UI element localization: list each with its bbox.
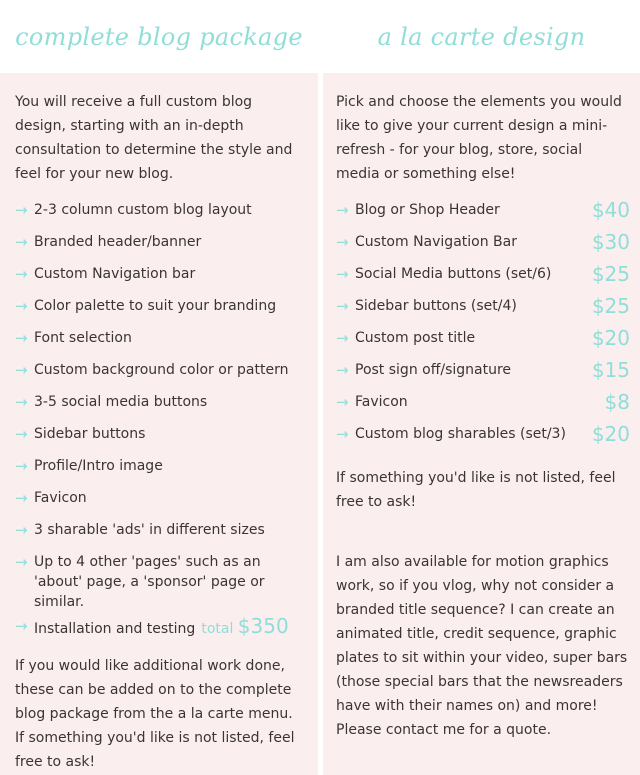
a-la-carte-header — [323, 0, 640, 73]
list-item-label — [34, 616, 306, 640]
price-item-label: Post sign off/signature — [355, 362, 512, 378]
price-item-price: $20 — [591, 326, 630, 350]
list-item-label: Custom Navigation bar — [34, 266, 196, 282]
price-item — [336, 424, 630, 456]
list-item — [15, 488, 306, 520]
arrow-right-icon: → — [336, 329, 349, 347]
list-item-label: Sidebar buttons — [34, 426, 146, 442]
list-item-label: Favicon — [34, 490, 87, 506]
price-item — [336, 232, 630, 264]
arrow-right-icon: → — [336, 393, 349, 411]
list-item-label: 3 sharable 'ads' in different sizes — [34, 522, 265, 538]
list-item — [15, 424, 306, 456]
price-item-price: $8 — [604, 390, 630, 414]
arrow-right-icon: → — [15, 393, 28, 411]
complete-package-intro: You will receive a full custom blog design, starting with an in-depth consultation to determine the style and feel for your new blog. — [15, 94, 293, 182]
list-item-total — [15, 616, 306, 652]
list-item-label: Profile/Intro image — [34, 458, 163, 474]
arrow-right-icon: → — [15, 617, 28, 635]
arrow-right-icon: → — [336, 297, 349, 315]
list-item — [15, 296, 306, 328]
price-item-price: $25 — [591, 262, 630, 286]
list-item — [15, 552, 306, 616]
complete-package-panel — [0, 0, 318, 775]
complete-package-title: complete blog package — [15, 22, 303, 51]
price-item-price: $30 — [591, 230, 630, 254]
total-price: $350 — [237, 614, 289, 638]
complete-package-outro: If you would like additional work done, these can be added on to the complete blog package from the a la carte menu. If something you'd like is not listed, feel free to ask! — [15, 658, 295, 770]
list-item-label: Color palette to suit your branding — [34, 298, 277, 314]
list-item — [15, 200, 306, 232]
a-la-carte-title: a la carte design — [377, 22, 586, 51]
complete-package-content — [0, 73, 318, 774]
list-item — [15, 232, 306, 264]
arrow-right-icon: → — [15, 233, 28, 251]
list-item-label: Branded header/banner — [34, 234, 202, 250]
arrow-right-icon: → — [336, 425, 349, 443]
complete-package-header — [0, 0, 318, 73]
price-item-price: $40 — [591, 198, 630, 222]
list-item-label: 2-3 column custom blog layout — [34, 202, 252, 218]
list-item — [15, 264, 306, 296]
list-item-label: Font selection — [34, 330, 132, 346]
arrow-right-icon: → — [15, 297, 28, 315]
a-la-carte-list — [336, 200, 630, 456]
a-la-carte-panel — [323, 0, 640, 775]
price-item-price: $20 — [591, 422, 630, 446]
arrow-right-icon: → — [15, 553, 28, 571]
arrow-right-icon: → — [15, 265, 28, 283]
price-item — [336, 392, 630, 424]
final-item-label: Installation and testing — [34, 621, 196, 637]
arrow-right-icon: → — [15, 361, 28, 379]
arrow-right-icon: → — [336, 361, 349, 379]
price-item-label: Favicon — [355, 394, 408, 410]
price-item — [336, 328, 630, 360]
price-item-price: $15 — [591, 358, 630, 382]
arrow-right-icon: → — [336, 265, 349, 283]
motion-graphics-text: I am also available for motion graphics work, so if you vlog, why not consider a branded title sequence? I can create an animated title, credit sequence, graphic plates to sit within your video, super bars (those special bars that the newsreaders have with their names on) and more! Please contact me for a quote. — [336, 554, 628, 738]
arrow-right-icon: → — [15, 425, 28, 443]
complete-package-list — [15, 200, 306, 652]
list-item — [15, 392, 306, 424]
price-item-label: Sidebar buttons (set/4) — [355, 298, 517, 314]
arrow-right-icon: → — [15, 329, 28, 347]
price-item — [336, 296, 630, 328]
total-label: total — [201, 621, 234, 637]
list-item-label: Up to 4 other 'pages' such as an 'about' page, a 'sponsor' page or similar. — [34, 554, 265, 610]
price-item — [336, 360, 630, 392]
price-item-label: Custom blog sharables (set/3) — [355, 426, 566, 442]
a-la-carte-note: If something you'd like is not listed, feel free to ask! — [336, 470, 616, 510]
list-item — [15, 328, 306, 360]
arrow-right-icon: → — [15, 489, 28, 507]
price-item — [336, 200, 630, 232]
arrow-right-icon: → — [15, 201, 28, 219]
arrow-right-icon: → — [336, 201, 349, 219]
a-la-carte-content — [323, 73, 640, 742]
arrow-right-icon: → — [15, 521, 28, 539]
list-item-label: Custom background color or pattern — [34, 362, 289, 378]
price-item — [336, 264, 630, 296]
price-item-label: Blog or Shop Header — [355, 202, 500, 218]
arrow-right-icon: → — [15, 457, 28, 475]
price-item-label: Custom post title — [355, 330, 476, 346]
arrow-right-icon: → — [336, 233, 349, 251]
price-item-label: Custom Navigation Bar — [355, 234, 517, 250]
list-item — [15, 360, 306, 392]
list-item — [15, 456, 306, 488]
list-item — [15, 520, 306, 552]
price-item-price: $25 — [591, 294, 630, 318]
list-item-label: 3-5 social media buttons — [34, 394, 208, 410]
price-item-label: Social Media buttons (set/6) — [355, 266, 552, 282]
a-la-carte-intro: Pick and choose the elements you would like to give your current design a mini-refresh - for your blog, store, social media or something else! — [336, 94, 622, 182]
